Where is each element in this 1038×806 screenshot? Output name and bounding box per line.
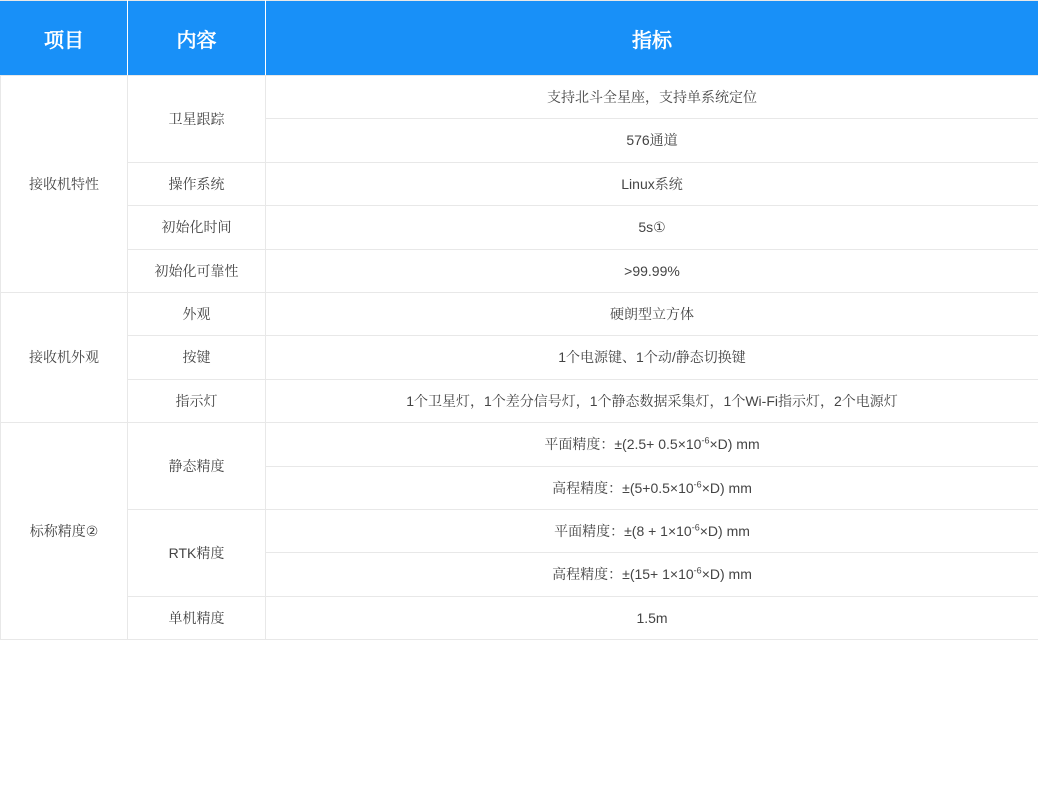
value-cell: 1个卫星灯，1个差分信号灯，1个静态数据采集灯，1个Wi-Fi指示灯，2个电源灯 bbox=[266, 379, 1038, 422]
value-exponent: -6 bbox=[693, 565, 702, 576]
value-cell: 硬朗型立方体 bbox=[266, 292, 1038, 335]
value-cell: 支持北斗全星座，支持单系统定位 bbox=[266, 76, 1038, 119]
item-cell: 外观 bbox=[128, 292, 266, 335]
value-text-pre: 高程精度：±(5+0.5×10 bbox=[552, 479, 694, 496]
category-cell: 标称精度② bbox=[1, 423, 128, 640]
value-exponent: -6 bbox=[691, 522, 700, 533]
value-cell: Linux系统 bbox=[266, 162, 1038, 205]
value-cell bbox=[266, 423, 1038, 466]
value-exponent: -6 bbox=[693, 478, 702, 489]
value-cell bbox=[266, 553, 1038, 596]
item-cell: 卫星跟踪 bbox=[128, 76, 266, 163]
value-text-pre: 平面精度：±(2.5+ 0.5×10 bbox=[544, 436, 702, 453]
item-cell: 静态精度 bbox=[128, 423, 266, 510]
table-body bbox=[1, 76, 1038, 640]
value-cell: 5s① bbox=[266, 206, 1038, 249]
value-cell: 1.5m bbox=[266, 596, 1038, 639]
value-text-pre: 高程精度：±(15+ 1×10 bbox=[552, 566, 694, 583]
table-row bbox=[1, 336, 1038, 379]
item-cell: 操作系统 bbox=[128, 162, 266, 205]
value-text-pre: 平面精度：±(8 + 1×10 bbox=[554, 522, 692, 539]
item-cell: 单机精度 bbox=[128, 596, 266, 639]
column-header-item: 内容 bbox=[128, 1, 266, 76]
table-row bbox=[1, 162, 1038, 205]
table-row bbox=[1, 423, 1038, 466]
value-cell bbox=[266, 509, 1038, 552]
table-row bbox=[1, 379, 1038, 422]
value-cell bbox=[266, 466, 1038, 509]
item-cell: 指示灯 bbox=[128, 379, 266, 422]
table-row bbox=[1, 76, 1038, 119]
item-cell: RTK精度 bbox=[128, 509, 266, 596]
category-cell: 接收机特性 bbox=[1, 76, 128, 293]
value-cell: >99.99% bbox=[266, 249, 1038, 292]
item-cell: 初始化时间 bbox=[128, 206, 266, 249]
item-cell: 初始化可靠性 bbox=[128, 249, 266, 292]
value-text-post: ×D) mm bbox=[701, 479, 752, 496]
table-row bbox=[1, 596, 1038, 639]
value-cell: 576通道 bbox=[266, 119, 1038, 162]
value-text-post: ×D) mm bbox=[699, 522, 750, 539]
table-row bbox=[1, 509, 1038, 552]
table-row bbox=[1, 249, 1038, 292]
column-header-spec: 指标 bbox=[266, 1, 1038, 76]
value-text-post: ×D) mm bbox=[701, 566, 752, 583]
value-cell: 1个电源键、1个动/静态切换键 bbox=[266, 336, 1038, 379]
category-cell: 接收机外观 bbox=[1, 292, 128, 422]
column-header-category: 项目 bbox=[1, 1, 128, 76]
value-text-post: ×D) mm bbox=[709, 436, 760, 453]
item-cell: 按键 bbox=[128, 336, 266, 379]
value-exponent: -6 bbox=[701, 435, 710, 446]
table-row bbox=[1, 206, 1038, 249]
table-row bbox=[1, 292, 1038, 335]
table-header-row bbox=[1, 1, 1038, 76]
